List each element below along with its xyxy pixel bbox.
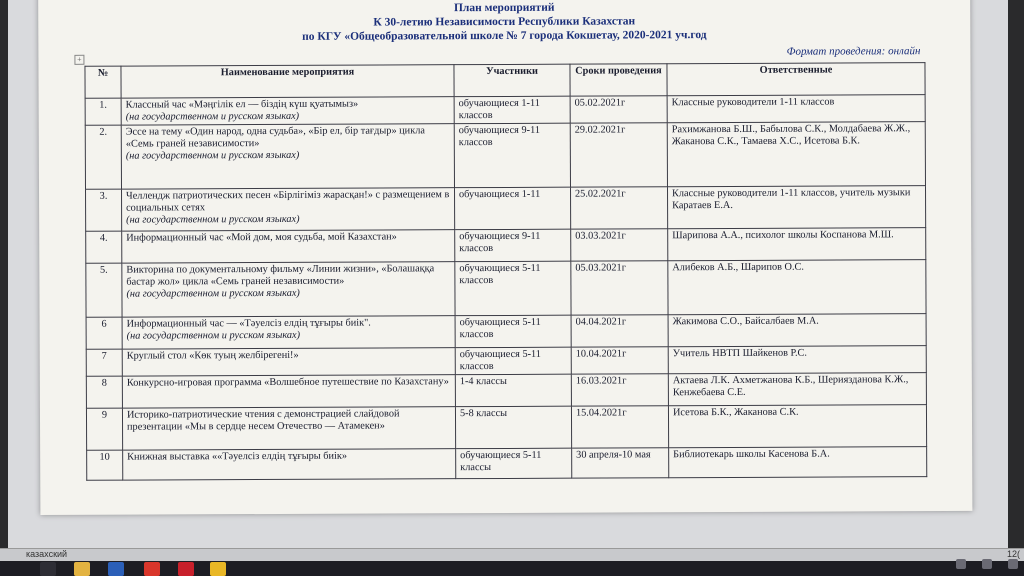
header-dates: Сроки проведения bbox=[570, 64, 667, 96]
event-name-cell bbox=[122, 407, 455, 450]
event-responsible-cell: Классные руководители 1-11 классов, учитель музыки Каратаев Е.А. bbox=[667, 186, 925, 229]
header-responsible: Ответственные bbox=[667, 63, 925, 96]
event-name: Информационный час — «Тәуелсіз елдің тұғыры биік". bbox=[126, 317, 371, 330]
row-number-cell: 7 bbox=[86, 349, 122, 376]
event-responsible-cell: Жакимова С.О., Байсалбаев М.А. bbox=[668, 314, 926, 347]
event-date-cell: 03.03.2021г bbox=[571, 229, 668, 261]
event-responsible-cell: Актаева Л.К. Ахметжанова К.Б., Шериязданова К.Ж., Кенжебаева С.Е. bbox=[668, 373, 926, 406]
taskbar-icons bbox=[0, 562, 1024, 576]
event-responsible-cell: Рахимжанова Б.Ш., Бабылова С.К., Молдабаева Ж.Ж., Жаканова С.К., Тамаева Х.С., Исетова Б.К. bbox=[667, 122, 925, 187]
event-name: Эссе на тему «Один народ, одна судьба», «Бір ел, бір тағдыр» цикла «Семь граней независимости» bbox=[125, 125, 425, 150]
event-date-cell: 15.04.2021г bbox=[571, 406, 668, 448]
event-responsible-cell: Классные руководители 1-11 классов bbox=[667, 95, 925, 123]
event-name: Челлендж патриотических песен «Бірлігіміз жарасқан!» с размещением в социальных сетях bbox=[126, 189, 450, 214]
table-row bbox=[85, 122, 925, 190]
event-name-cell bbox=[122, 375, 455, 408]
event-name-cell bbox=[122, 262, 455, 317]
language-note: (на государственном и русском языках) bbox=[126, 213, 300, 226]
event-name-cell bbox=[121, 124, 454, 189]
event-name: Викторина по документальному фильму «Линии жизни», «Болашаққа бастар жол» цикла «Семь граней независимости» bbox=[126, 263, 435, 288]
event-participants-cell: 5-8 классы bbox=[455, 406, 571, 449]
format-note: Формат проведения: онлайн bbox=[786, 45, 921, 58]
events-table bbox=[84, 62, 927, 481]
system-tray bbox=[950, 556, 1024, 574]
row-number-cell: 2. bbox=[85, 125, 121, 189]
event-participants-cell: обучающиеся 5-11 классов bbox=[455, 347, 571, 375]
row-number-cell: 4. bbox=[86, 231, 122, 263]
event-responsible-cell: Исетова Б.К., Жаканова С.К. bbox=[668, 405, 926, 448]
event-participants-cell: обучающиеся 5-11 классов bbox=[455, 261, 571, 316]
yandex-icon[interactable] bbox=[144, 562, 160, 576]
event-participants-cell: обучающиеся 5-11 классы bbox=[456, 448, 572, 479]
event-responsible-cell: Алибеков А.Б., Шарипов О.С. bbox=[668, 260, 926, 315]
event-participants-cell: 1-4 классы bbox=[455, 374, 571, 407]
table-row bbox=[86, 260, 926, 318]
page-subtitle-school: по КГУ «Общеобразовательной школе № 7 города Кокшетау, 2020-2021 уч.год bbox=[302, 29, 707, 43]
event-name-cell bbox=[122, 230, 455, 263]
table-move-handle-icon[interactable]: + bbox=[74, 55, 84, 65]
header-participants: Участники bbox=[454, 64, 570, 97]
language-note: (на государственном и русском языках) bbox=[126, 329, 301, 342]
row-number-cell: 10 bbox=[87, 450, 123, 480]
row-number-cell: 8 bbox=[86, 376, 122, 408]
event-date-cell: 25.02.2021г bbox=[570, 187, 667, 229]
table-row bbox=[86, 373, 926, 409]
event-responsible-cell: Учитель НВТП Шайкенов Р.С. bbox=[668, 346, 926, 374]
event-name-cell bbox=[123, 449, 456, 480]
event-participants-cell: обучающиеся 1-11 классов bbox=[454, 96, 570, 124]
table-row bbox=[87, 447, 927, 481]
table-row bbox=[86, 186, 926, 232]
word-window bbox=[8, 0, 1008, 550]
event-responsible-cell: Шарипова А.А., психолог школы Коспанова М.Ш. bbox=[668, 228, 926, 261]
table-row bbox=[86, 346, 926, 377]
row-number-cell: 9 bbox=[86, 408, 122, 450]
event-responsible-cell: Библиотекарь школы Касенова Б.А. bbox=[669, 447, 927, 478]
event-date-cell: 30 апреля-10 мая bbox=[572, 448, 669, 478]
event-name-cell bbox=[122, 188, 455, 231]
event-name-cell bbox=[122, 348, 455, 376]
event-name-cell bbox=[121, 97, 454, 125]
file-explorer-icon[interactable] bbox=[74, 562, 90, 576]
event-name: Классный час «Мәңгілік ел — біздің күш қуатымыз» bbox=[125, 98, 359, 111]
zoom-indicator[interactable]: 12( bbox=[1006, 549, 1020, 559]
tray-icon[interactable] bbox=[956, 559, 966, 569]
event-date-cell: 04.04.2021г bbox=[571, 315, 668, 347]
event-date-cell: 05.02.2021г bbox=[570, 96, 667, 123]
table-row bbox=[85, 95, 925, 126]
page-title: План мероприятий bbox=[453, 1, 555, 15]
table-row bbox=[86, 228, 926, 264]
word-icon[interactable] bbox=[108, 562, 124, 576]
table-header-row bbox=[85, 63, 925, 99]
event-name: Круглый стол «Көк туың желбірегені!» bbox=[126, 349, 299, 362]
event-participants-cell: обучающиеся 5-11 классов bbox=[455, 315, 571, 348]
language-note: (на государственном и русском языках) bbox=[125, 149, 300, 162]
page-subtitle: К 30-летию Независимости Республики Казахстан bbox=[373, 15, 636, 29]
header-name: Наименование мероприятия bbox=[121, 65, 454, 98]
word-status-bar bbox=[0, 548, 1024, 561]
opera-icon[interactable] bbox=[178, 562, 194, 576]
row-number-cell: 1. bbox=[85, 98, 121, 125]
language-note: (на государственном и русском языках) bbox=[125, 110, 300, 123]
document-page bbox=[38, 0, 972, 515]
event-name: Историко-патриотические чтения с демонстрацией слайдовой презентации «Мы в сердце несем Отечество — Атамекен» bbox=[126, 408, 400, 433]
tray-icon[interactable] bbox=[982, 559, 992, 569]
event-date-cell: 05.03.2021г bbox=[571, 261, 668, 315]
event-date-cell: 29.02.2021г bbox=[570, 123, 667, 187]
event-name: Книжная выставка ««Тәуелсіз елдің тұғыры биік» bbox=[127, 450, 348, 463]
start-icon[interactable] bbox=[40, 562, 56, 576]
event-name: Информационный час «Мой дом, моя судьба, мой Казахстан» bbox=[126, 231, 397, 244]
row-number-cell: 6 bbox=[86, 317, 122, 349]
row-number-cell: 3. bbox=[86, 189, 122, 231]
event-name: Конкурсно-игровая программа «Волшебное путешествие по Казахстану» bbox=[126, 376, 449, 389]
event-date-cell: 16.03.2021г bbox=[571, 374, 668, 406]
event-name-cell bbox=[122, 316, 455, 349]
table-body bbox=[85, 95, 927, 481]
chrome-icon[interactable] bbox=[210, 562, 226, 576]
event-date-cell: 10.04.2021г bbox=[571, 347, 668, 374]
language-indicator[interactable]: казахский bbox=[26, 549, 68, 559]
event-participants-cell: обучающиеся 9-11 классов bbox=[454, 123, 570, 188]
row-number-cell: 5. bbox=[86, 263, 122, 317]
tray-icon[interactable] bbox=[1008, 559, 1018, 569]
event-participants-cell: обучающиеся 9-11 классов bbox=[455, 229, 571, 262]
table-row bbox=[86, 314, 926, 350]
language-note: (на государственном и русском языках) bbox=[126, 287, 300, 300]
header-num: № bbox=[85, 66, 121, 98]
event-participants-cell: обучающиеся 1-11 bbox=[454, 187, 570, 230]
table-row bbox=[86, 405, 926, 451]
